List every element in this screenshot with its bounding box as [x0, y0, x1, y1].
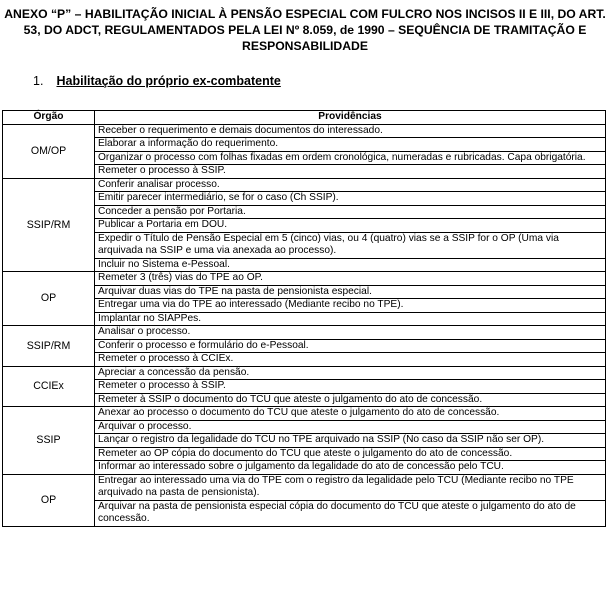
table-header-row — [3, 111, 606, 125]
providencia-cell: Lançar o registro da legalidade do TCU no TPE arquivado na SSIP (No caso da SSIP não ser OP). — [95, 434, 606, 448]
providencia-cell: Organizar o processo com folhas fixadas em ordem cronológica, numeradas e rubricadas. Capa obrigatória. — [95, 151, 606, 165]
providencia-cell: Remeter ao OP cópia do documento do TCU que ateste o julgamento do ato de concessão. — [95, 447, 606, 461]
providencia-cell: Remeter o processo à CCIEx. — [95, 353, 606, 367]
providencia-cell: Publicar a Portaria em DOU. — [95, 219, 606, 233]
orgao-cell: SSIP/RM — [3, 326, 95, 367]
table-row — [3, 124, 606, 138]
table-row — [3, 326, 606, 340]
orgao-cell: SSIP/RM — [3, 178, 95, 272]
providencia-cell: Analisar o processo. — [95, 326, 606, 340]
providencia-cell: Entregar ao interessado uma via do TPE com o registro da legalidade pelo TCU (Mediante recibo no TPE arquivado na pasta de pensionista). — [95, 474, 606, 500]
orgao-cell: OP — [3, 474, 95, 526]
title-line: ANEXO “P” – HABILITAÇÃO INICIAL À PENSÃO ESPECIAL COM FULCRO NOS INCISOS II E III, DO ART. — [4, 7, 606, 21]
providencia-cell: Entregar uma via do TPE ao interessado (Mediante recibo no TPE). — [95, 299, 606, 313]
providencia-cell: Anexar ao processo o documento do TCU que ateste o julgamento do ato de concessão. — [95, 407, 606, 421]
providencia-cell: Conferir o processo e formulário do e-Pessoal. — [95, 339, 606, 353]
providencia-cell: Receber o requerimento e demais documentos do interessado. — [95, 124, 606, 138]
table-row — [3, 407, 606, 421]
orgao-cell: SSIP — [3, 407, 95, 475]
providencia-cell: Arquivar duas vias do TPE na pasta de pensionista especial. — [95, 285, 606, 299]
section-number: 1. — [33, 74, 44, 88]
table-row — [3, 474, 606, 500]
procedure-table — [2, 110, 606, 527]
providencia-cell: Conferir analisar processo. — [95, 178, 606, 192]
providencia-cell: Apreciar a concessão da pensão. — [95, 366, 606, 380]
table-row — [3, 366, 606, 380]
orgao-cell: CCIEx — [3, 366, 95, 407]
providencia-cell: Arquivar o processo. — [95, 420, 606, 434]
providencia-cell: Expedir o Título de Pensão Especial em 5 (cinco) vias, ou 4 (quatro) vias se a SSIP for o OP (Uma via arquivada na SSIP e uma via anexada ao processo). — [95, 232, 606, 258]
table-body — [3, 124, 606, 526]
providencia-cell: Informar ao interessado sobre o julgamento da legalidade do ato de concessão pelo TCU. — [95, 461, 606, 475]
providencia-cell: Conceder a pensão por Portaria. — [95, 205, 606, 219]
section-heading — [33, 74, 281, 88]
orgao-cell: OM/OP — [3, 124, 95, 178]
table-row — [3, 178, 606, 192]
header-orgao: Órgão — [3, 111, 95, 125]
title-line: 53, DO ADCT, REGULAMENTADOS PELA LEI Nº 8.059, de 1990 – SEQUÊNCIA DE TRAMITAÇÃO E — [23, 23, 587, 37]
document-title — [0, 6, 610, 54]
header-providencias: Providências — [95, 111, 606, 125]
title-line: RESPONSABILIDADE — [242, 39, 368, 53]
table-row — [3, 272, 606, 286]
providencia-cell: Remeter 3 (três) vias do TPE ao OP. — [95, 272, 606, 286]
providencia-cell: Remeter o processo à SSIP. — [95, 380, 606, 394]
providencia-cell: Arquivar na pasta de pensionista especial cópia do documento do TCU que ateste o julgamento do ato de concessão. — [95, 500, 606, 526]
providencia-cell: Remeter à SSIP o documento do TCU que ateste o julgamento do ato de concessão. — [95, 393, 606, 407]
providencia-cell: Emitir parecer intermediário, se for o caso (Ch SSIP). — [95, 192, 606, 206]
section-label: Habilitação do próprio ex-combatente — [56, 74, 281, 88]
providencia-cell: Incluir no Sistema e-Pessoal. — [95, 258, 606, 272]
providencia-cell: Remeter o processo à SSIP. — [95, 165, 606, 179]
providencia-cell: Implantar no SIAPPes. — [95, 312, 606, 326]
orgao-cell: OP — [3, 272, 95, 326]
providencia-cell: Elaborar a informação do requerimento. — [95, 138, 606, 152]
